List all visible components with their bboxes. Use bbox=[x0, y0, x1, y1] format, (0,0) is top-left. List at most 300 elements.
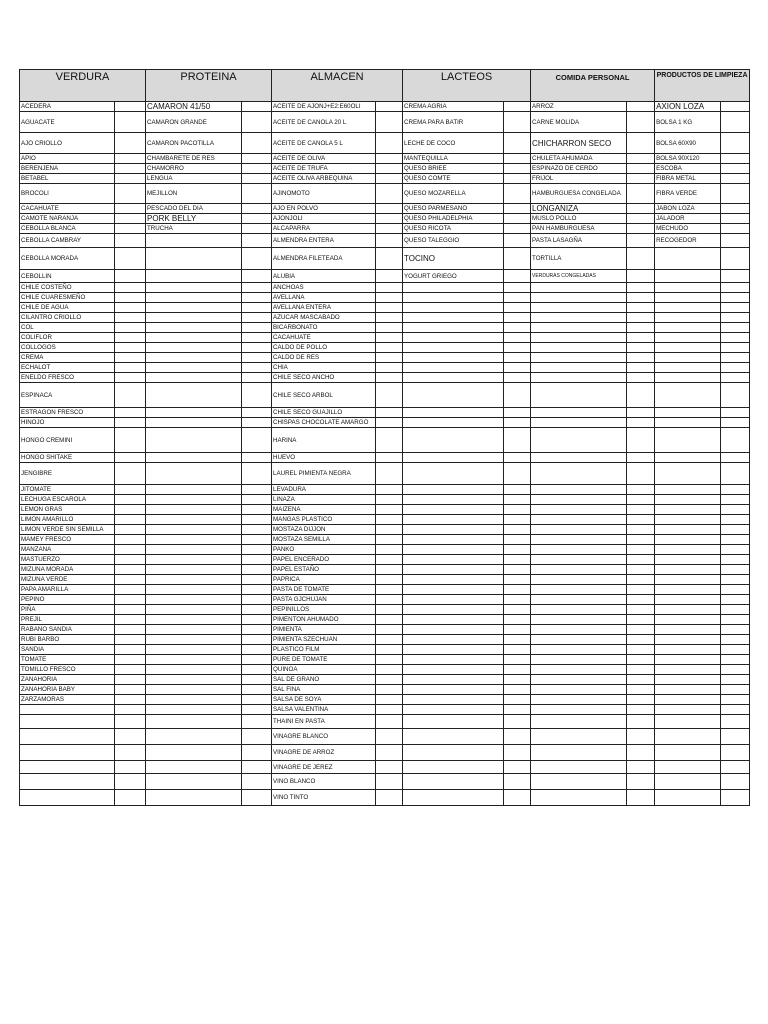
table-cell: PIÑA bbox=[20, 605, 115, 615]
table-cell bbox=[146, 463, 242, 485]
empty-cell bbox=[115, 408, 146, 418]
empty-cell bbox=[721, 133, 750, 154]
empty-cell bbox=[627, 333, 655, 343]
empty-cell bbox=[627, 745, 655, 761]
table-cell: CACAHUATE bbox=[20, 204, 115, 214]
empty-cell bbox=[504, 270, 531, 283]
table-cell bbox=[531, 761, 627, 774]
empty-cell bbox=[376, 715, 403, 729]
table-cell bbox=[403, 545, 504, 555]
empty-cell bbox=[504, 283, 531, 293]
table-cell: HONGO CREMINI bbox=[20, 428, 115, 453]
empty-cell bbox=[376, 383, 403, 408]
table-cell: VINAGRE BLANCO bbox=[272, 729, 376, 745]
table-cell bbox=[403, 585, 504, 595]
empty-cell bbox=[627, 353, 655, 363]
table-cell: CAMARON GRANDE bbox=[146, 112, 242, 133]
table-cell: ACEITE DE CANOLA 20 L bbox=[272, 112, 376, 133]
table-cell: MANGAS PLASTICO bbox=[272, 515, 376, 525]
table-cell: MAMEY FRESCO bbox=[20, 535, 115, 545]
empty-cell bbox=[721, 184, 750, 204]
empty-cell bbox=[504, 505, 531, 515]
empty-cell bbox=[721, 343, 750, 353]
table-cell bbox=[531, 495, 627, 505]
table-row bbox=[20, 383, 750, 408]
empty-cell bbox=[721, 154, 750, 164]
empty-cell bbox=[376, 485, 403, 495]
table-row bbox=[20, 164, 750, 174]
table-cell: CHISPAS CHOCOLATE AMARGO bbox=[272, 418, 376, 428]
table-cell: SALSA DE SOYA bbox=[272, 695, 376, 705]
empty-cell bbox=[721, 615, 750, 625]
table-cell bbox=[146, 453, 242, 463]
table-cell bbox=[403, 655, 504, 665]
empty-cell bbox=[242, 545, 272, 555]
table-cell: PAPRICA bbox=[272, 575, 376, 585]
empty-cell bbox=[242, 323, 272, 333]
empty-cell bbox=[504, 353, 531, 363]
empty-cell bbox=[115, 675, 146, 685]
empty-cell bbox=[721, 313, 750, 323]
table-cell: MECHUDO bbox=[655, 224, 721, 234]
empty-cell bbox=[627, 112, 655, 133]
table-cell bbox=[146, 525, 242, 535]
table-cell: AZUCAR MASCABADO bbox=[272, 313, 376, 323]
table-cell: ACEDERA bbox=[20, 102, 115, 112]
empty-cell bbox=[115, 565, 146, 575]
empty-cell bbox=[504, 133, 531, 154]
table-cell bbox=[403, 323, 504, 333]
table-row bbox=[20, 270, 750, 283]
empty-cell bbox=[721, 102, 750, 112]
empty-cell bbox=[627, 675, 655, 685]
table-cell bbox=[531, 323, 627, 333]
header-lacteos: LACTEOS bbox=[403, 70, 531, 102]
table-cell bbox=[655, 283, 721, 293]
table-cell bbox=[531, 408, 627, 418]
empty-cell bbox=[721, 675, 750, 685]
table-cell: FRIJOL bbox=[531, 174, 627, 184]
table-cell bbox=[531, 565, 627, 575]
table-cell bbox=[146, 715, 242, 729]
table-cell bbox=[655, 695, 721, 705]
table-cell: RABANO SANDIA bbox=[20, 625, 115, 635]
empty-cell bbox=[242, 485, 272, 495]
empty-cell bbox=[721, 515, 750, 525]
table-cell bbox=[531, 685, 627, 695]
empty-cell bbox=[376, 685, 403, 695]
table-cell: ALMENDRA FILETEADA bbox=[272, 248, 376, 270]
empty-cell bbox=[115, 184, 146, 204]
empty-cell bbox=[115, 625, 146, 635]
table-cell: ANCHOAS bbox=[272, 283, 376, 293]
table-cell bbox=[655, 545, 721, 555]
empty-cell bbox=[627, 102, 655, 112]
table-cell: AJINOMOTO bbox=[272, 184, 376, 204]
empty-cell bbox=[242, 695, 272, 705]
empty-cell bbox=[242, 665, 272, 675]
empty-cell bbox=[504, 535, 531, 545]
empty-cell bbox=[115, 535, 146, 545]
table-row bbox=[20, 615, 750, 625]
table-row bbox=[20, 585, 750, 595]
table-row bbox=[20, 373, 750, 383]
table-cell: LEVADURA bbox=[272, 485, 376, 495]
empty-cell bbox=[504, 645, 531, 655]
empty-cell bbox=[376, 353, 403, 363]
empty-cell bbox=[504, 790, 531, 806]
empty-cell bbox=[627, 575, 655, 585]
empty-cell bbox=[627, 214, 655, 224]
empty-cell bbox=[721, 729, 750, 745]
empty-cell bbox=[504, 495, 531, 505]
empty-cell bbox=[242, 234, 272, 248]
table-row bbox=[20, 715, 750, 729]
header-almacen: ALMACEN bbox=[272, 70, 403, 102]
table-cell bbox=[146, 761, 242, 774]
table-cell bbox=[146, 595, 242, 605]
table-cell: TRUCHA bbox=[146, 224, 242, 234]
empty-cell bbox=[721, 323, 750, 333]
table-cell: BETABEL bbox=[20, 174, 115, 184]
table-cell bbox=[531, 675, 627, 685]
empty-cell bbox=[376, 635, 403, 645]
table-cell: CEBOLLIN bbox=[20, 270, 115, 283]
empty-cell bbox=[242, 729, 272, 745]
empty-cell bbox=[376, 343, 403, 353]
empty-cell bbox=[721, 248, 750, 270]
empty-cell bbox=[115, 615, 146, 625]
table-cell: CARNE MOLIDA bbox=[531, 112, 627, 133]
empty-cell bbox=[376, 790, 403, 806]
empty-cell bbox=[627, 463, 655, 485]
table-cell: ESTRAGON FRESCO bbox=[20, 408, 115, 418]
empty-cell bbox=[504, 595, 531, 605]
table-cell bbox=[403, 635, 504, 645]
table-cell: VINAGRE DE JEREZ bbox=[272, 761, 376, 774]
empty-cell bbox=[721, 224, 750, 234]
empty-cell bbox=[242, 270, 272, 283]
table-cell: LINAZA bbox=[272, 495, 376, 505]
table-cell bbox=[531, 418, 627, 428]
empty-cell bbox=[376, 505, 403, 515]
table-cell bbox=[403, 615, 504, 625]
table-cell: JENGIBRE bbox=[20, 463, 115, 485]
empty-cell bbox=[504, 695, 531, 705]
empty-cell bbox=[721, 214, 750, 224]
table-cell: CILANTRO CRIOLLO bbox=[20, 313, 115, 323]
table-cell: ESPINACA bbox=[20, 383, 115, 408]
table-cell bbox=[403, 343, 504, 353]
table-cell bbox=[531, 363, 627, 373]
table-cell bbox=[146, 729, 242, 745]
table-cell: ALMENDRA ENTERA bbox=[272, 234, 376, 248]
empty-cell bbox=[504, 224, 531, 234]
empty-cell bbox=[721, 463, 750, 485]
empty-cell bbox=[376, 695, 403, 705]
empty-cell bbox=[504, 184, 531, 204]
table-cell: ECHALOT bbox=[20, 363, 115, 373]
table-cell bbox=[146, 545, 242, 555]
header-proteina: PROTEINA bbox=[146, 70, 272, 102]
empty-cell bbox=[376, 655, 403, 665]
empty-cell bbox=[242, 418, 272, 428]
table-cell bbox=[403, 453, 504, 463]
table-cell: AJO EN POLVO bbox=[272, 204, 376, 214]
empty-cell bbox=[242, 615, 272, 625]
empty-cell bbox=[627, 303, 655, 313]
empty-cell bbox=[504, 515, 531, 525]
empty-cell bbox=[242, 761, 272, 774]
empty-cell bbox=[115, 545, 146, 555]
table-cell: PIMENTON AHUMADO bbox=[272, 615, 376, 625]
empty-cell bbox=[721, 495, 750, 505]
table-row bbox=[20, 605, 750, 615]
table-cell bbox=[655, 635, 721, 645]
empty-cell bbox=[504, 234, 531, 248]
empty-cell bbox=[627, 408, 655, 418]
table-cell bbox=[655, 774, 721, 790]
empty-cell bbox=[242, 675, 272, 685]
table-cell bbox=[146, 515, 242, 525]
empty-cell bbox=[504, 373, 531, 383]
table-cell bbox=[146, 675, 242, 685]
table-cell bbox=[531, 453, 627, 463]
empty-cell bbox=[115, 635, 146, 645]
table-row bbox=[20, 565, 750, 575]
empty-cell bbox=[115, 705, 146, 715]
empty-cell bbox=[627, 174, 655, 184]
empty-cell bbox=[115, 453, 146, 463]
table-cell bbox=[146, 373, 242, 383]
empty-cell bbox=[721, 585, 750, 595]
empty-cell bbox=[627, 283, 655, 293]
table-cell: PAPEL ESTAÑO bbox=[272, 565, 376, 575]
table-cell bbox=[403, 373, 504, 383]
empty-cell bbox=[242, 535, 272, 545]
table-row bbox=[20, 112, 750, 133]
table-cell bbox=[146, 635, 242, 645]
table-cell bbox=[655, 555, 721, 565]
table-cell bbox=[655, 655, 721, 665]
table-cell: CHAMBARETE DE RES bbox=[146, 154, 242, 164]
empty-cell bbox=[504, 615, 531, 625]
table-row bbox=[20, 154, 750, 164]
empty-cell bbox=[504, 363, 531, 373]
empty-cell bbox=[376, 453, 403, 463]
table-row bbox=[20, 323, 750, 333]
empty-cell bbox=[721, 383, 750, 408]
table-row bbox=[20, 515, 750, 525]
table-cell: LAUREL PIMIENTA NEGRA bbox=[272, 463, 376, 485]
table-cell bbox=[655, 729, 721, 745]
empty-cell bbox=[504, 761, 531, 774]
table-cell bbox=[20, 705, 115, 715]
table-cell bbox=[655, 485, 721, 495]
table-cell bbox=[655, 625, 721, 635]
table-cell: CHILE SECO ARBOL bbox=[272, 383, 376, 408]
empty-cell bbox=[115, 214, 146, 224]
table-cell bbox=[655, 363, 721, 373]
table-cell: ACEITE OLIVA ARBEQUINA bbox=[272, 174, 376, 184]
table-cell bbox=[531, 485, 627, 495]
empty-cell bbox=[376, 204, 403, 214]
table-cell bbox=[403, 313, 504, 323]
table-cell bbox=[20, 729, 115, 745]
empty-cell bbox=[721, 204, 750, 214]
empty-cell bbox=[242, 790, 272, 806]
table-cell bbox=[146, 695, 242, 705]
table-row bbox=[20, 248, 750, 270]
table-cell: ACEITE DE AJONJ+E2:E60OLI bbox=[272, 102, 376, 112]
empty-cell bbox=[721, 635, 750, 645]
table-cell bbox=[655, 313, 721, 323]
table-row bbox=[20, 790, 750, 806]
table-cell bbox=[655, 685, 721, 695]
empty-cell bbox=[504, 313, 531, 323]
table-cell bbox=[655, 565, 721, 575]
empty-cell bbox=[627, 363, 655, 373]
table-row bbox=[20, 214, 750, 224]
table-cell: CHAMORRO bbox=[146, 164, 242, 174]
empty-cell bbox=[115, 505, 146, 515]
table-cell bbox=[403, 333, 504, 343]
header-productos-limpieza: PRODUCTOS DE LIMPIEZA bbox=[655, 70, 750, 102]
empty-cell bbox=[376, 729, 403, 745]
empty-cell bbox=[115, 283, 146, 293]
table-cell bbox=[146, 665, 242, 675]
empty-cell bbox=[242, 605, 272, 615]
empty-cell bbox=[115, 204, 146, 214]
table-cell bbox=[655, 525, 721, 535]
empty-cell bbox=[627, 453, 655, 463]
empty-cell bbox=[721, 695, 750, 705]
table-cell: ZARZAMORAS bbox=[20, 695, 115, 705]
table-cell: VINO TINTO bbox=[272, 790, 376, 806]
empty-cell bbox=[721, 505, 750, 515]
table-cell: PURE DE TOMATE bbox=[272, 655, 376, 665]
empty-cell bbox=[115, 313, 146, 323]
table-cell bbox=[146, 645, 242, 655]
table-cell: BOLSA 90X120 bbox=[655, 154, 721, 164]
header-comida-personal: COMIDA PERSONAL bbox=[531, 70, 655, 102]
empty-cell bbox=[627, 343, 655, 353]
empty-cell bbox=[115, 353, 146, 363]
empty-cell bbox=[721, 625, 750, 635]
table-cell: VINO BLANCO bbox=[272, 774, 376, 790]
table-cell: MANTEQUILLA bbox=[403, 154, 504, 164]
empty-cell bbox=[242, 495, 272, 505]
table-cell: CREMA bbox=[20, 353, 115, 363]
empty-cell bbox=[721, 715, 750, 729]
table-cell: SANDIA bbox=[20, 645, 115, 655]
empty-cell bbox=[115, 695, 146, 705]
empty-cell bbox=[504, 204, 531, 214]
empty-cell bbox=[376, 112, 403, 133]
empty-cell bbox=[376, 774, 403, 790]
table-row bbox=[20, 695, 750, 705]
table-cell: RECOGEDOR bbox=[655, 234, 721, 248]
empty-cell bbox=[627, 761, 655, 774]
table-cell: TOMATE bbox=[20, 655, 115, 665]
table-cell: MOSTAZA DIJJON bbox=[272, 525, 376, 535]
empty-cell bbox=[115, 248, 146, 270]
table-cell bbox=[20, 715, 115, 729]
empty-cell bbox=[721, 761, 750, 774]
empty-cell bbox=[376, 745, 403, 761]
table-cell bbox=[531, 575, 627, 585]
empty-cell bbox=[115, 790, 146, 806]
table-cell bbox=[403, 515, 504, 525]
table-row bbox=[20, 655, 750, 665]
empty-cell bbox=[376, 154, 403, 164]
table-cell bbox=[531, 283, 627, 293]
empty-cell bbox=[115, 303, 146, 313]
empty-cell bbox=[242, 133, 272, 154]
table-cell: HUEVO bbox=[272, 453, 376, 463]
table-cell: ESCOBA bbox=[655, 164, 721, 174]
table-cell bbox=[403, 303, 504, 313]
table-cell: QUESO PARMESANO bbox=[403, 204, 504, 214]
table-cell: QUINOA bbox=[272, 665, 376, 675]
empty-cell bbox=[115, 685, 146, 695]
table-cell bbox=[655, 495, 721, 505]
table-cell: CAMARON 41/50 bbox=[146, 102, 242, 112]
table-cell bbox=[146, 615, 242, 625]
table-row bbox=[20, 505, 750, 515]
empty-cell bbox=[376, 133, 403, 154]
table-row bbox=[20, 102, 750, 112]
table-cell: ACEITE DE OLIVA bbox=[272, 154, 376, 164]
table-body bbox=[20, 102, 750, 806]
table-cell: ALCAPARRA bbox=[272, 224, 376, 234]
table-cell: SAL FINA bbox=[272, 685, 376, 695]
empty-cell bbox=[721, 283, 750, 293]
table-cell bbox=[146, 505, 242, 515]
table-cell: FIBRA VERDE bbox=[655, 184, 721, 204]
empty-cell bbox=[721, 164, 750, 174]
table-row bbox=[20, 133, 750, 154]
table-cell: CEBOLLA MORADA bbox=[20, 248, 115, 270]
empty-cell bbox=[242, 174, 272, 184]
empty-cell bbox=[376, 605, 403, 615]
table-cell bbox=[146, 790, 242, 806]
empty-cell bbox=[242, 102, 272, 112]
table-cell bbox=[146, 353, 242, 363]
table-cell bbox=[146, 565, 242, 575]
empty-cell bbox=[504, 112, 531, 133]
empty-cell bbox=[721, 685, 750, 695]
empty-cell bbox=[721, 745, 750, 761]
table-cell bbox=[146, 363, 242, 373]
table-cell bbox=[403, 535, 504, 545]
table-cell bbox=[655, 761, 721, 774]
table-cell bbox=[146, 655, 242, 665]
table-cell: MANZANA bbox=[20, 545, 115, 555]
table-cell: CHILE CUARESMEÑO bbox=[20, 293, 115, 303]
table-cell: MEJILLON bbox=[146, 184, 242, 204]
table-cell bbox=[531, 665, 627, 675]
table-cell: MAIZENA bbox=[272, 505, 376, 515]
empty-cell bbox=[242, 214, 272, 224]
table-cell: SALSA VALENTINA bbox=[272, 705, 376, 715]
table-cell: YOGURT GRIEGO bbox=[403, 270, 504, 283]
empty-cell bbox=[115, 418, 146, 428]
table-cell: BOLSA 60X90 bbox=[655, 133, 721, 154]
empty-cell bbox=[242, 655, 272, 665]
table-cell: QUESO MOZARELLA bbox=[403, 184, 504, 204]
table-cell: FIBRA METAL bbox=[655, 174, 721, 184]
